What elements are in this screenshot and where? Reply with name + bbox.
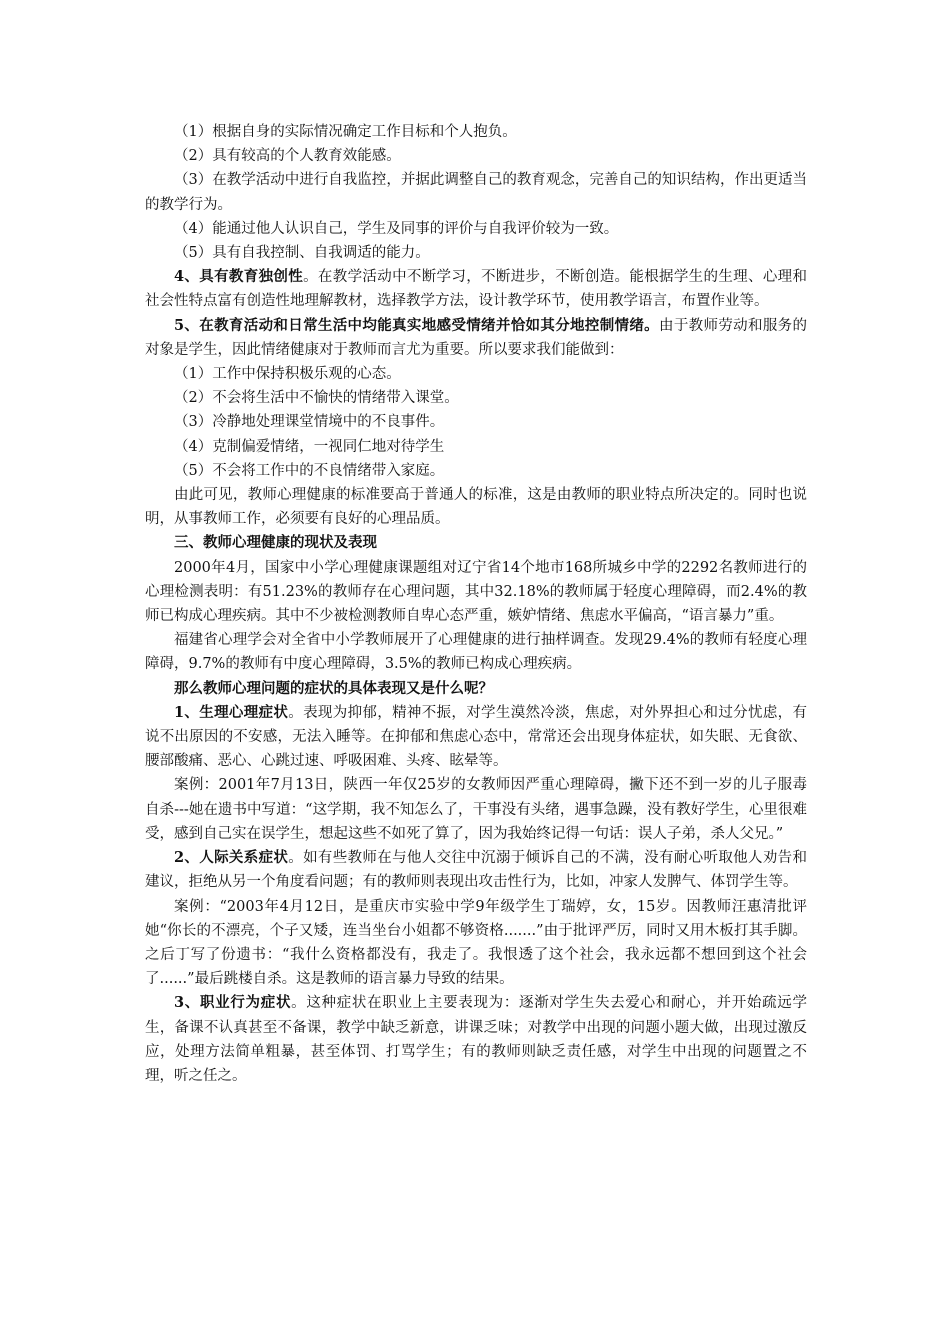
paragraph: （1）工作中保持积极乐观的心态。 <box>174 366 401 383</box>
paragraph <box>145 265 807 313</box>
paragraph-text: 。在教学活动中不断学习，不断进步，不断创造。能根据学生的生理、心理和社会性特点富有创造性地理解教材，选择教学方法，设计教学环节，使用教学语言，布置作业等。 <box>145 269 808 310</box>
paragraph: 案例：2001年7月13日，陕西一年仅25岁的女教师因严重心理障碍，撇下还不到一岁的儿子服毒自杀---她在遗书中写道：“这学期，我不知怎么了，干事没有头绪，遇事急躁，没有教好学生，心里很难受，感到自己实在误学生，想起这些不如死了算了，因为我始终记得一句话：误人子弟，杀人父兄。” <box>145 777 807 842</box>
bold-lead: 2、人际关系症状 <box>174 849 289 867</box>
paragraph: 由此可见，教师心理健康的标准要高于普通人的标准，这是由教师的职业特点所决定的。同时也说明，从事教师工作，必须要有良好的心理品质。 <box>145 487 807 528</box>
paragraph <box>145 991 807 1088</box>
bold-lead: 1、生理心理症状 <box>174 703 289 721</box>
paragraph: 案例：“2003年4月12日，是重庆市实验中学9年级学生丁瑞婷，女，15岁。因教师汪惠清批评她“你长的不漂亮，个子又矮，连当坐台小姐都不够资格.......”由于批评严厉，同时又用木板打其手脚。之后丁写了份遗书：“我什么资格都没有，我走了。我恨透了这个社会，我永远都不想回到这个社会了......”最后跳楼自杀。这是教师的语言暴力导致的结果。 <box>145 898 807 988</box>
paragraph: （5）具有自我控制、自我调适的能力。 <box>174 245 430 262</box>
paragraph: （2）不会将生活中不愉快的情绪带入课堂。 <box>174 390 459 407</box>
paragraph-text: 。表现为抑郁，精神不振，对学生漠然冷淡，焦虑，对外界担心和过分忧虑，有说不出原因的不安感，无法入睡等。在抑郁和焦虑心态中，常常还会出现身体症状，如失眠、无食欲、腰部酸痛、恶心、心跳过速、呼吸困难、头疼、眩晕等。 <box>145 704 808 770</box>
paragraph: （3）在教学活动中进行自我监控，并据此调整自己的教育观念，完善自己的知识结构，作出更适当的教学行为。 <box>145 172 807 213</box>
paragraph: （4）克制偏爱情绪，一视同仁地对待学生 <box>174 438 445 455</box>
section-heading: 三、教师心理健康的现状及表现 <box>174 534 377 552</box>
paragraph <box>145 701 807 774</box>
paragraph: （3）冷静地处理课堂情境中的不良事件。 <box>174 414 445 431</box>
paragraph <box>145 846 807 894</box>
paragraph: （5）不会将工作中的不良情绪带入家庭。 <box>174 462 445 479</box>
paragraph-text: 由于教师劳动和服务的对象是学生，因此情绪健康对于教师而言尤为重要。所以要求我们能做到： <box>145 317 807 358</box>
paragraph: 福建省心理学会对全省中小学教师展开了心理健康的进行抽样调查。发现29.4%的教师有轻度心理障碍，9.7%的教师有中度心理障碍，3.5%的教师已构成心理疾病。 <box>145 632 807 673</box>
paragraph: （4）能通过他人认识自己，学生及同事的评价与自我评价较为一致。 <box>174 220 619 237</box>
paragraph <box>145 314 807 362</box>
bold-lead: 4、具有教育独创性 <box>174 268 304 286</box>
paragraph-text: 。这种症状在职业上主要表现为：逐渐对学生失去爱心和耐心，并开始疏远学生，备课不认真甚至不备课，教学中缺乏新意，讲课乏味；对教学中出现的问题小题大做，出现过激反应，处理方法简单粗暴，甚至体罚、打骂学生；有的教师则缺乏责任感，对学生中出现的问题置之不理，听之任之。 <box>145 995 808 1084</box>
paragraph: （2）具有较高的个人教育效能感。 <box>174 148 401 165</box>
paragraph: （1）根据自身的实际情况确定工作目标和个人抱负。 <box>174 124 517 140</box>
bold-lead: 5、在教育活动和日常生活中均能真实地感受情绪并恰如其分地控制情绪。 <box>174 316 660 334</box>
document-body <box>145 120 807 1088</box>
bold-lead: 3、职业行为症状 <box>174 994 292 1012</box>
question-heading: 那么教师心理问题的症状的具体表现又是什么呢？ <box>174 679 493 697</box>
paragraph-text: 。如有些教师在与他人交往中沉溺于倾诉自己的不满，没有耐心听取他人劝告和建议，拒绝从另一个角度看问题；有的教师则表现出攻击性行为，比如，冲家人发脾气、体罚学生等。 <box>145 850 808 891</box>
paragraph: 2000年4月，国家中小学心理健康课题组对辽宁省14个地市168所城乡中学的2292名教师进行的心理检测表明：有51.23%的教师存在心理问题，其中32.18%的教师属于轻度心理障碍，而2.4%的教师已构成心理疾病。其中不少被检测教师自卑心态严重，嫉妒情绪、焦虑水平偏高，“语言暴力”重。 <box>145 559 807 625</box>
